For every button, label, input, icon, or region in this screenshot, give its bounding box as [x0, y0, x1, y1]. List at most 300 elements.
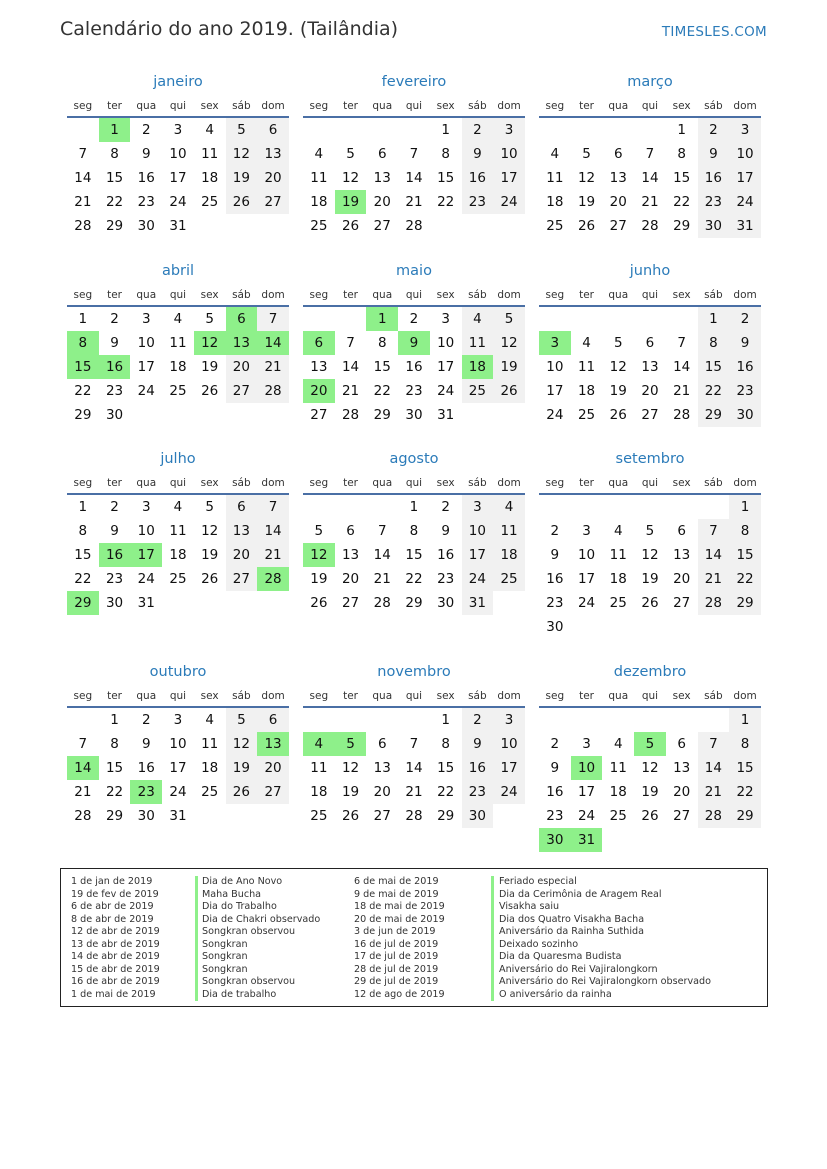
day-cell: 11 [493, 519, 525, 543]
day-cell: 14 [257, 519, 289, 543]
legend-marker [195, 876, 198, 1001]
day-cell: 3 [441, 311, 450, 327]
day-cell: 15 [373, 359, 391, 375]
day-cell: 8 [698, 331, 730, 355]
day-cell: 24 [137, 383, 155, 399]
month-junho [539, 261, 761, 427]
day-cell: 24 [493, 780, 525, 804]
empty-cell [366, 118, 398, 142]
day-cell: 16 [546, 571, 564, 587]
day-cell: 30 [437, 595, 455, 611]
day-cell: 25 [609, 595, 627, 611]
day-cell: 3 [173, 712, 183, 728]
holiday-day-cell: 23 [130, 780, 162, 804]
weekday-label: seg [545, 289, 565, 301]
day-cell: 20 [226, 355, 258, 379]
day-cell: 25 [493, 567, 525, 591]
day-cell: 9 [141, 146, 151, 162]
day-cell: 12 [577, 170, 596, 186]
day-cell: 8 [377, 335, 387, 351]
legend-entry: Songkran observou [202, 926, 296, 937]
day-cell: 24 [169, 194, 187, 210]
day-cell: 9 [698, 142, 730, 166]
day-cell: 21 [74, 784, 92, 800]
day-cell: 15 [437, 760, 455, 776]
weekday-label: qui [405, 100, 423, 112]
day-cell: 26 [493, 379, 525, 403]
brand-link[interactable]: TIMESLES.COM [661, 24, 767, 40]
day-cell: 1 [729, 708, 761, 732]
day-cell: 23 [137, 194, 155, 210]
day-cell: 4 [205, 712, 214, 728]
day-cell: 19 [341, 784, 360, 800]
day-cell: 24 [577, 808, 596, 824]
day-cell: 18 [577, 383, 596, 399]
holiday-day-cell: 17 [130, 543, 162, 567]
holiday-day-cell: 14 [257, 331, 289, 355]
day-cell: 25 [577, 407, 596, 423]
weekday-label: ter [579, 100, 594, 112]
weekday-label: ter [343, 477, 358, 489]
holiday-day-cell: 9 [398, 331, 430, 355]
day-cell: 4 [550, 146, 560, 162]
day-cell: 6 [613, 146, 623, 162]
day-cell: 31 [729, 214, 761, 238]
day-cell: 9 [462, 732, 494, 756]
day-cell: 3 [141, 311, 151, 327]
day-cell: 27 [373, 218, 391, 234]
day-cell: 15 [405, 547, 423, 563]
day-cell: 13 [341, 547, 360, 563]
weekday-label: qui [405, 289, 423, 301]
month-name: dezembro [613, 664, 687, 680]
legend-entry: Dia da Cerimônia de Aragem Real [499, 888, 662, 900]
day-cell: 21 [698, 567, 730, 591]
legend-entry: Dia de Chakri observado [202, 913, 321, 925]
legend-entry: O aniversário da rainha [499, 988, 612, 1000]
day-cell: 13 [641, 359, 659, 375]
day-cell: 20 [609, 194, 627, 210]
day-cell: 16 [405, 359, 423, 375]
day-cell: 20 [373, 784, 391, 800]
day-cell: 5 [582, 146, 591, 162]
day-cell: 29 [373, 407, 391, 423]
month-maio [303, 261, 525, 427]
day-cell: 11 [201, 146, 219, 162]
weekday-label: sex [200, 690, 219, 702]
day-cell: 5 [645, 523, 655, 539]
day-cell: 1 [78, 499, 88, 515]
day-cell: 19 [226, 756, 258, 780]
weekday-label: seg [545, 477, 565, 489]
day-cell: 28 [74, 218, 92, 234]
day-cell: 12 [493, 331, 525, 355]
day-cell: 1 [729, 495, 761, 519]
month-name: agosto [389, 451, 439, 467]
day-cell: 25 [201, 784, 219, 800]
day-cell: 30 [462, 804, 494, 828]
holiday-day-cell: 20 [303, 379, 335, 403]
days-grid [539, 118, 761, 238]
legend-entry: 12 de abr de 2019 [71, 926, 160, 937]
day-cell: 26 [201, 571, 219, 587]
day-cell: 4 [613, 523, 623, 539]
weekday-label: sáb [232, 477, 251, 489]
weekday-label: qui [169, 477, 187, 489]
day-cell: 12 [641, 547, 659, 563]
holiday-day-cell: 29 [67, 591, 99, 615]
day-cell: 25 [169, 383, 187, 399]
day-cell: 6 [677, 736, 686, 752]
day-cell: 26 [641, 808, 659, 824]
day-cell: 27 [673, 808, 691, 824]
weekday-label: ter [107, 477, 122, 489]
day-cell: 17 [462, 543, 494, 567]
day-cell: 28 [373, 595, 391, 611]
day-cell: 30 [137, 218, 155, 234]
day-cell: 8 [729, 519, 761, 543]
weekday-label: ter [107, 100, 122, 112]
day-cell: 29 [105, 218, 124, 234]
weekday-label: qua [136, 100, 157, 112]
weekday-label: sáb [468, 690, 487, 702]
days-grid [67, 118, 289, 238]
empty-cell [571, 307, 603, 331]
legend-entry: 1 de mai de 2019 [71, 988, 156, 1000]
empty-cell [571, 708, 603, 732]
page-title: Calendário do ano 2019. (Tailândia) [60, 18, 399, 40]
day-cell: 20 [373, 194, 391, 210]
day-cell: 27 [257, 780, 289, 804]
day-cell: 16 [137, 760, 155, 776]
empty-cell [666, 495, 698, 519]
day-cell: 1 [110, 712, 119, 728]
day-cell: 23 [105, 383, 124, 399]
weekday-label: qui [405, 690, 423, 702]
day-cell: 30 [729, 403, 761, 427]
legend-entry: 15 de abr de 2019 [71, 963, 160, 975]
day-cell: 29 [673, 218, 691, 234]
day-cell: 18 [169, 359, 187, 375]
day-cell: 3 [582, 523, 591, 539]
month-name: fevereiro [381, 74, 447, 90]
day-cell: 28 [673, 407, 691, 423]
days-grid [67, 495, 289, 615]
weekday-label: sáb [232, 289, 251, 301]
day-cell: 8 [677, 146, 686, 162]
days-grid [303, 307, 525, 427]
weekday-label: dom [261, 477, 285, 489]
day-cell: 22 [673, 194, 691, 210]
day-cell: 3 [493, 118, 525, 142]
day-cell: 14 [641, 170, 659, 186]
weekday-label: sáb [468, 100, 487, 112]
day-cell: 15 [105, 170, 124, 186]
empty-cell [539, 118, 571, 142]
day-cell: 1 [409, 499, 419, 515]
day-cell: 20 [341, 571, 360, 587]
day-cell: 14 [405, 760, 423, 776]
legend-entry: 6 de mai de 2019 [354, 876, 439, 887]
day-cell: 2 [141, 712, 151, 728]
weekday-header [67, 284, 289, 307]
day-cell: 6 [346, 523, 355, 539]
day-cell: 30 [105, 407, 124, 423]
day-cell: 9 [462, 142, 494, 166]
weekday-label: sáb [704, 100, 723, 112]
weekday-label: sáb [232, 690, 251, 702]
legend-entry: Aniversário do Rei Vajiralongkorn [499, 963, 658, 975]
day-cell: 18 [201, 170, 219, 186]
day-cell: 8 [409, 523, 419, 539]
day-cell: 9 [110, 335, 119, 351]
weekday-label: ter [107, 690, 122, 702]
day-cell: 13 [609, 170, 627, 186]
day-cell: 26 [310, 595, 328, 611]
empty-cell [303, 307, 335, 331]
day-cell: 21 [74, 194, 92, 210]
holiday-day-cell: 3 [539, 331, 571, 355]
month-name: novembro [377, 664, 451, 680]
day-cell: 7 [78, 736, 88, 752]
day-cell: 11 [310, 760, 328, 776]
day-cell: 6 [257, 708, 289, 732]
weekday-header [539, 472, 761, 495]
day-cell: 29 [437, 808, 455, 824]
day-cell: 11 [310, 170, 328, 186]
day-cell: 27 [673, 595, 691, 611]
weekday-label: sáb [468, 289, 487, 301]
day-cell: 20 [257, 756, 289, 780]
day-cell: 27 [641, 407, 659, 423]
day-cell: 28 [341, 407, 360, 423]
day-cell: 4 [462, 307, 494, 331]
day-cell: 4 [314, 146, 324, 162]
day-cell: 15 [673, 170, 691, 186]
weekday-label: ter [343, 289, 358, 301]
day-cell: 21 [641, 194, 659, 210]
legend-entry: 18 de mai de 2019 [354, 901, 445, 912]
day-cell: 2 [441, 499, 450, 515]
day-cell: 29 [105, 808, 124, 824]
day-cell: 12 [341, 760, 360, 776]
day-cell: 8 [110, 146, 119, 162]
days-grid [67, 708, 289, 828]
legend-entry: Dia da Quaresma Budista [499, 951, 622, 962]
day-cell: 30 [698, 214, 730, 238]
days-grid [539, 307, 761, 427]
day-cell: 3 [462, 495, 494, 519]
day-cell: 12 [341, 170, 360, 186]
legend-right-names [499, 876, 711, 1001]
day-cell: 25 [462, 379, 494, 403]
day-cell: 18 [201, 760, 219, 776]
legend-entry: 12 de ago de 2019 [354, 988, 445, 1000]
holiday-day-cell: 6 [303, 331, 335, 355]
day-cell: 22 [405, 571, 423, 587]
weekday-label: qua [608, 477, 629, 489]
day-cell: 28 [641, 218, 659, 234]
day-cell: 2 [550, 523, 560, 539]
day-cell: 27 [226, 567, 258, 591]
empty-cell [335, 307, 367, 331]
day-cell: 9 [550, 760, 560, 776]
day-cell: 6 [377, 146, 387, 162]
day-cell: 20 [226, 543, 258, 567]
day-cell: 18 [609, 784, 627, 800]
day-cell: 25 [310, 218, 328, 234]
day-cell: 25 [609, 808, 627, 824]
day-cell: 21 [257, 355, 289, 379]
day-cell: 11 [462, 331, 494, 355]
legend-left-dates [71, 876, 160, 1001]
empty-cell [634, 708, 666, 732]
day-cell: 28 [698, 591, 730, 615]
day-cell: 27 [226, 379, 258, 403]
legend-entry: Aniversário do Rei Vajiralongkorn observado [499, 976, 711, 987]
day-cell: 12 [201, 523, 219, 539]
days-grid [303, 495, 525, 615]
legend-entry: Dia de Ano Novo [202, 876, 283, 887]
day-cell: 26 [577, 218, 596, 234]
day-cell: 8 [441, 736, 450, 752]
day-cell: 2 [110, 499, 119, 515]
empty-cell [303, 708, 335, 732]
day-cell: 27 [609, 218, 627, 234]
weekday-label: sex [672, 477, 691, 489]
empty-cell [398, 118, 430, 142]
holiday-day-cell: 4 [303, 732, 335, 756]
weekday-label: seg [309, 477, 329, 489]
day-cell: 16 [137, 170, 155, 186]
weekday-label: dom [733, 690, 757, 702]
weekday-header [303, 685, 525, 708]
day-cell: 1 [441, 122, 450, 138]
day-cell: 7 [409, 146, 419, 162]
weekday-label: ter [579, 690, 594, 702]
day-cell: 27 [257, 190, 289, 214]
day-cell: 21 [341, 383, 360, 399]
day-cell: 17 [137, 359, 155, 375]
day-cell: 20 [641, 383, 659, 399]
day-cell: 23 [105, 571, 124, 587]
empty-cell [602, 495, 634, 519]
day-cell: 30 [405, 407, 423, 423]
day-cell: 15 [729, 543, 761, 567]
days-grid [539, 495, 761, 639]
empty-cell [303, 118, 335, 142]
day-cell: 25 [169, 571, 187, 587]
day-cell: 8 [729, 732, 761, 756]
weekday-label: sex [672, 690, 691, 702]
legend-entry: Songkran [202, 938, 248, 950]
holiday-day-cell: 12 [194, 331, 226, 355]
weekday-header [539, 95, 761, 118]
day-cell: 20 [673, 784, 691, 800]
day-cell: 5 [493, 307, 525, 331]
day-cell: 17 [546, 383, 564, 399]
day-cell: 24 [546, 407, 564, 423]
holiday-day-cell: 1 [99, 118, 131, 142]
legend-entry: Dia dos Quatro Visakha Bacha [499, 913, 645, 925]
empty-cell [634, 307, 666, 331]
day-cell: 15 [437, 170, 455, 186]
weekday-label: seg [309, 100, 329, 112]
day-cell: 14 [74, 170, 92, 186]
day-cell: 3 [173, 122, 183, 138]
weekday-label: ter [579, 289, 594, 301]
day-cell: 9 [141, 736, 151, 752]
legend-entry: 28 de jul de 2019 [354, 963, 439, 975]
day-cell: 10 [137, 523, 155, 539]
legend-entry: 8 de abr de 2019 [71, 913, 154, 925]
weekday-header [303, 284, 525, 307]
day-cell: 2 [462, 708, 494, 732]
day-cell: 3 [582, 736, 591, 752]
day-cell: 16 [546, 784, 564, 800]
holiday-day-cell: 13 [257, 732, 289, 756]
day-cell: 14 [405, 170, 423, 186]
day-cell: 17 [169, 170, 187, 186]
day-cell: 11 [577, 359, 596, 375]
weekday-label: sex [200, 477, 219, 489]
weekday-label: seg [73, 289, 93, 301]
holiday-day-cell: 8 [67, 331, 99, 355]
day-cell: 2 [409, 311, 419, 327]
day-cell: 16 [729, 355, 761, 379]
day-cell: 19 [641, 784, 659, 800]
month-abril [67, 261, 289, 427]
weekday-label: dom [497, 289, 521, 301]
empty-cell [602, 118, 634, 142]
month-novembro [303, 662, 525, 828]
day-cell: 17 [493, 166, 525, 190]
day-cell: 1 [677, 122, 686, 138]
weekday-label: qui [405, 477, 423, 489]
weekday-label: dom [261, 100, 285, 112]
day-cell: 10 [169, 736, 187, 752]
empty-cell [366, 495, 398, 519]
weekday-label: ter [107, 289, 122, 301]
day-cell: 7 [409, 736, 419, 752]
weekday-label: dom [733, 100, 757, 112]
empty-cell [602, 307, 634, 331]
day-cell: 12 [641, 760, 659, 776]
day-cell: 28 [405, 808, 423, 824]
day-cell: 13 [257, 142, 289, 166]
day-cell: 14 [698, 756, 730, 780]
weekday-label: sáb [704, 690, 723, 702]
day-cell: 18 [169, 547, 187, 563]
legend-entry: 6 de abr de 2019 [71, 901, 154, 912]
day-cell: 6 [645, 335, 655, 351]
day-cell: 16 [437, 547, 455, 563]
day-cell: 23 [462, 190, 494, 214]
day-cell: 10 [169, 146, 187, 162]
weekday-label: sáb [468, 477, 487, 489]
legend-entry: 3 de jun de 2019 [354, 926, 436, 937]
day-cell: 20 [673, 571, 691, 587]
day-cell: 23 [698, 190, 730, 214]
day-cell: 4 [205, 122, 214, 138]
legend-entry: 1 de jan de 2019 [71, 876, 153, 887]
weekday-label: seg [73, 100, 93, 112]
month-name: julho [160, 451, 196, 467]
month-name: setembro [615, 451, 685, 467]
weekday-header [67, 472, 289, 495]
weekday-label: sex [436, 289, 455, 301]
day-cell: 5 [205, 499, 214, 515]
